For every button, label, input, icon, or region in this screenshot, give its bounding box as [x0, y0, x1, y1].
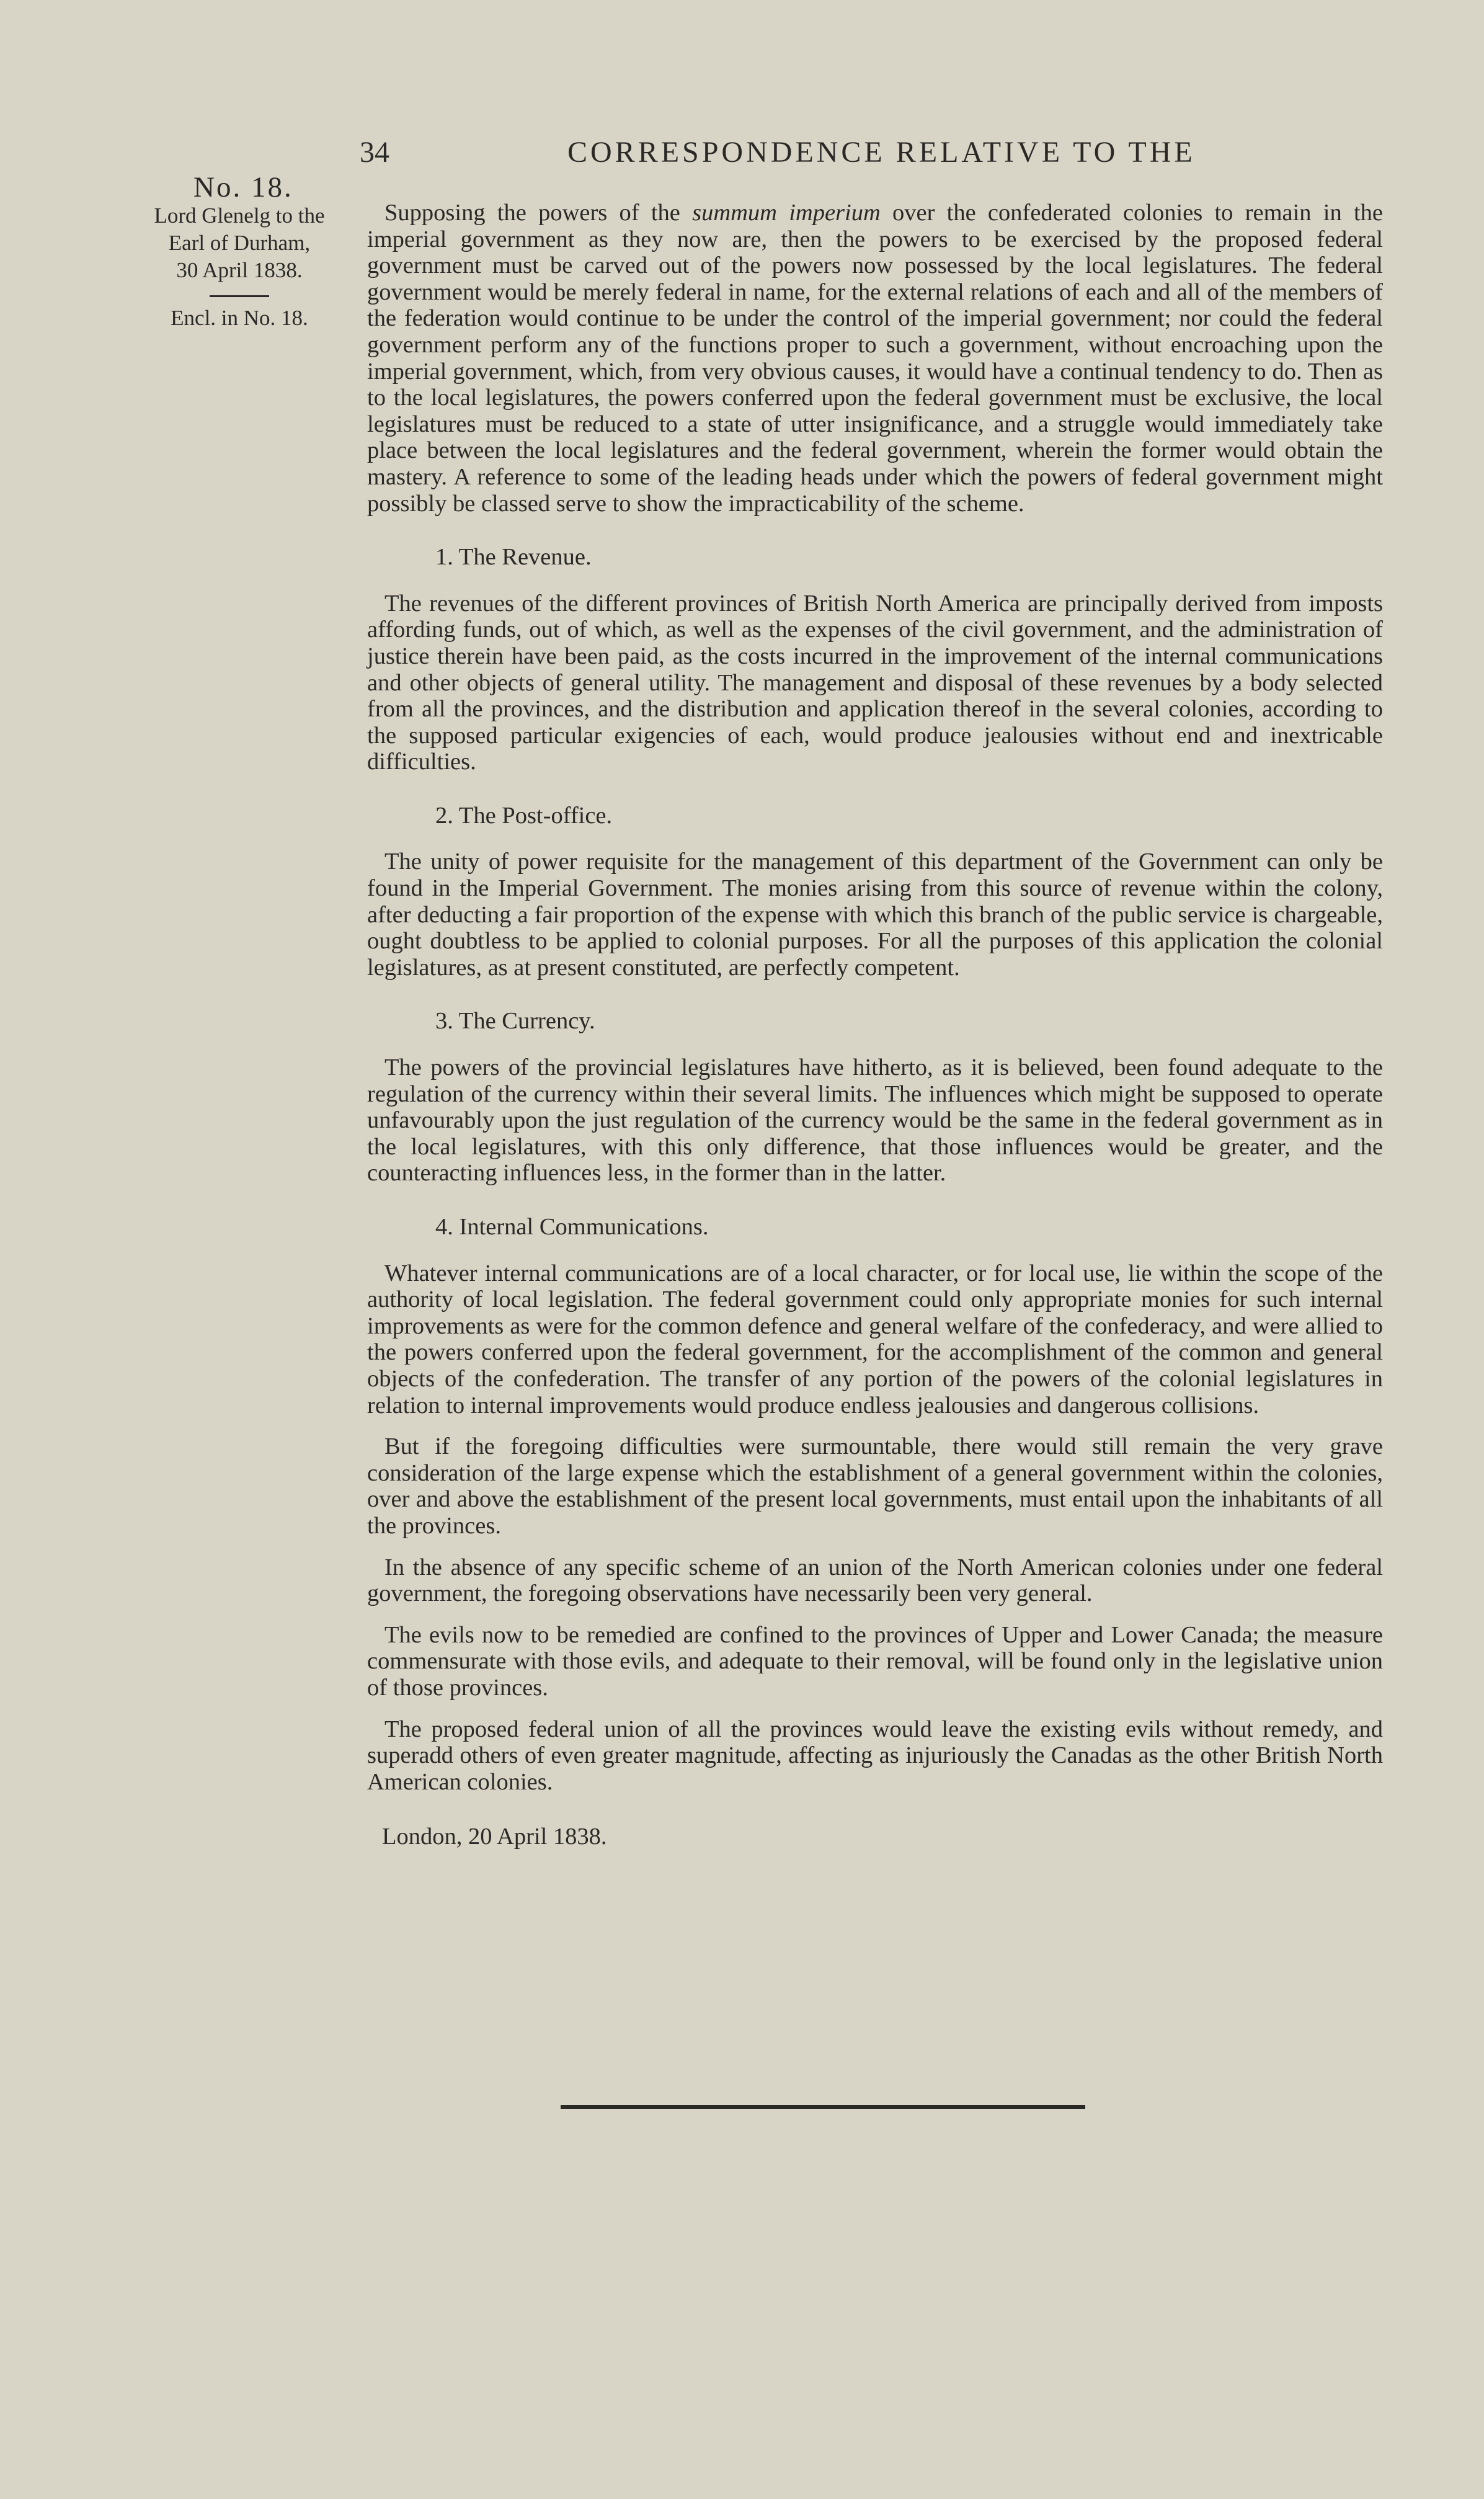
- document-number: No. 18.: [193, 171, 293, 203]
- intro-text-end: over the confederated colonies to remain in the imperial government as they now are, then the powers to be exercised by the proposed federal government must be carved out of the powers now possessed by the local legislatures. The federal government would be merely federal in name, for the external relations of each and all of the members of the federation would continue to be under the control of the imperial government; nor could the federal government perform any of the functions proper to such a government, without encroaching upon the imperial government, which, from very obvious causes, it would have a continual tendency to do. Then as to the local legislatures, the powers conferred upon the federal government must be exclusive, the local legislatures must be reduced to a state of utter insignificance, and a struggle would immediately take place between the local legislatures and the federal government, wherein the former would obtain the mastery. A reference to some of the leading heads under which the powers of federal government might possibly be classed serve to show the impracticability of the scheme.: [367, 200, 1383, 517]
- paragraph-federal-union: The proposed federal union of all the provinces would leave the existing evils without remedy, and superadd others of even greater magnitude, affecting as injuriously the Canadas as the other British North American colonies.: [367, 1716, 1383, 1795]
- paragraph-expense: But if the foregoing difficulties were surmountable, there would still remain the very grave consideration of the large expense which the establishment of a general government within the colonies, over and above the establishment of the present local governments, must entail upon the inhabitants of all the provinces.: [367, 1433, 1383, 1539]
- margin-separator: [210, 295, 269, 297]
- closing-rule: [561, 2105, 1085, 2109]
- section-heading-currency: 3. The Currency.: [435, 1008, 595, 1035]
- signoff: London, 20 April 1838.: [382, 1824, 607, 1850]
- page-header: [357, 135, 1386, 179]
- intro-paragraph: [367, 200, 1383, 517]
- section-heading-post-office: 2. The Post-office.: [435, 802, 613, 829]
- paragraph-evils: The evils now to be remedied are confined to the provinces of Upper and Lower Canada; the measure commensurate with those evils, and adequate to their removal, will be found only in the legislative union of those provinces.: [367, 1621, 1383, 1701]
- paragraph-internal-communications: Whatever internal communications are of a local character, or for local use, lie within the scope of the authority of local legislation. The federal government could only appropriate monies for such internal improvements as were for the common defence and general welfare of the confederacy, and were allied to the powers conferred upon the federal government, for the accomplishment of the common and general objects of the confederation. The transfer of any portion of the powers of the colonial legislatures in relation to internal improvements would produce endless jealousies and dangerous collisions.: [367, 1260, 1383, 1419]
- section-heading-internal-communications: 4. Internal Communications.: [435, 1214, 709, 1240]
- enclosure-note: Encl. in No. 18.: [171, 306, 308, 330]
- running-title: CORRESPONDENCE RELATIVE TO THE: [567, 136, 1196, 169]
- margin-note-line: 30 April 1838.: [176, 258, 303, 282]
- italic-term: summum imperium: [692, 200, 881, 226]
- paragraph-currency: The powers of the provincial legislatures have hitherto, as it is believed, been found adequate to the regulation of the currency within their several limits. The influences which might be supposed to operate unfavourably upon the just regulation of the currency would be the same in the federal government as in the local legislatures, with this only difference, that those influences would be greater, and the counteracting influences less, in the former than in the latter.: [367, 1054, 1383, 1187]
- section-heading-revenue: 1. The Revenue.: [435, 544, 592, 571]
- paragraph-absence-of-scheme: In the absence of any specific scheme of an union of the North American colonies under one federal government, the foregoing observations have necessarily been very general.: [367, 1554, 1383, 1607]
- margin-note: [122, 171, 357, 332]
- body-text: [367, 200, 1383, 1850]
- margin-note-line: Earl of Durham,: [168, 231, 311, 255]
- paragraph-post-office: The unity of power requisite for the management of this department of the Government can only be found in the Imperial Government. The monies arising from this source of revenue within the colony, after deducting a fair proportion of the expense with which this branch of the public service is chargeable, ought doubtless to be applied to colonial purposes. For all the purposes of this application the colonial legislatures, as at present constituted, are perfectly competent.: [367, 849, 1383, 981]
- intro-text-start: Supposing the powers of the: [384, 200, 693, 226]
- margin-note-line: Lord Glenelg to the: [154, 203, 325, 228]
- page-number: 34: [360, 136, 389, 169]
- paragraph-revenue: The revenues of the different provinces of British North America are principally derived from imposts affording funds, out of which, as well as the expenses of the civil government, and the administration of justice therein have been paid, as the costs incurred in the improvement of the internal communications and other objects of general utility. The management and disposal of these revenues by a body selected from all the provinces, and the distribution and application thereof in the several colonies, according to the supposed particular exigencies of each, would produce jealousies without end and inextricable difficulties.: [367, 590, 1383, 775]
